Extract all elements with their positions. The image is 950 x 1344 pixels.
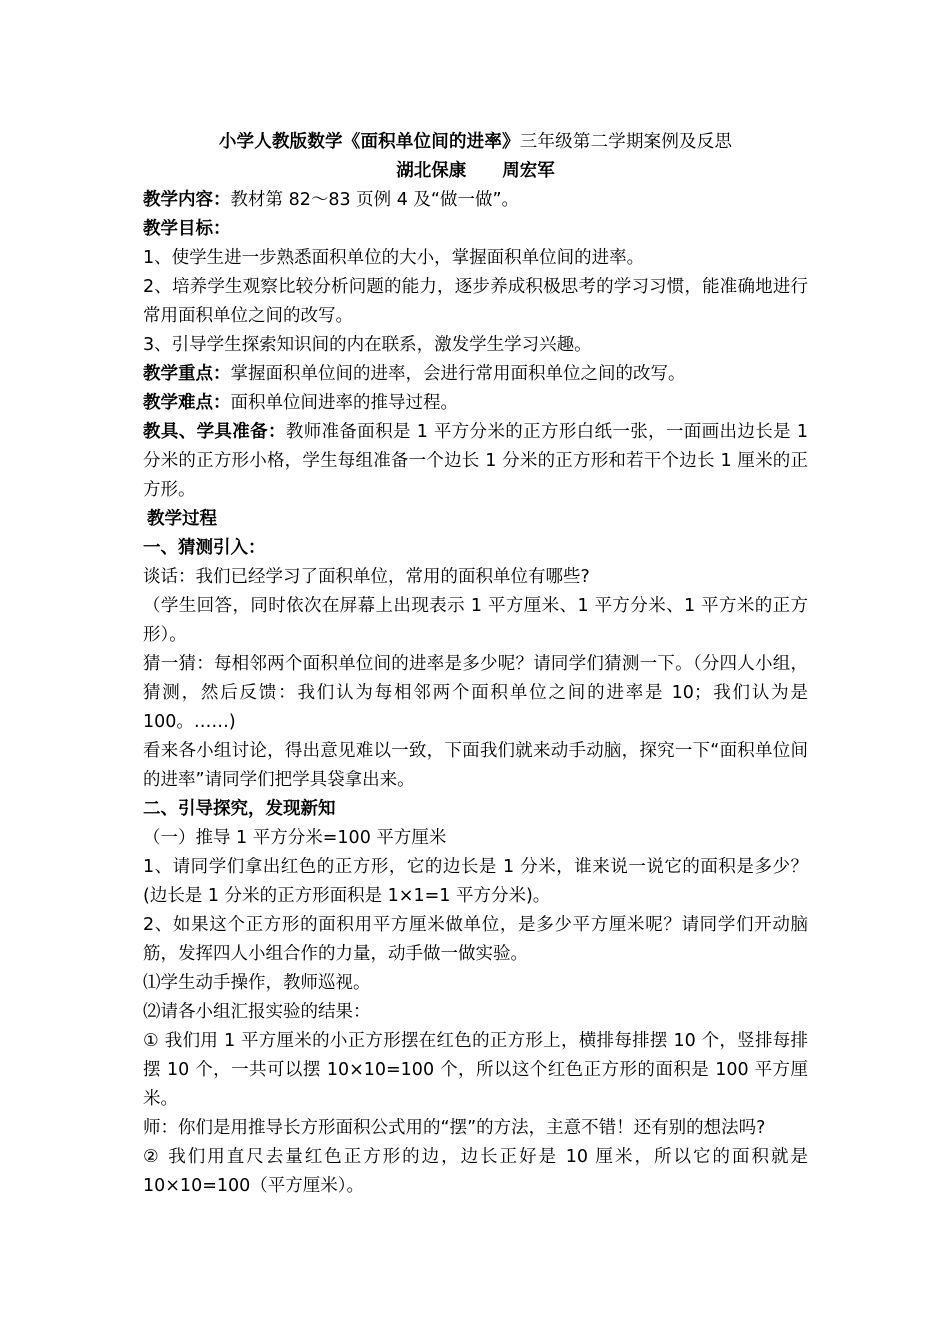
author-name: 周宏军 [502, 161, 555, 181]
tools-text: 教师准备面积是 1 平方分米的正方形白纸一张，一面画出边长是 1 分米的正方形小格，学生每组准备一个边长 1 分米的正方形和若干个边长 1 厘米的正方形。 [143, 422, 808, 500]
section2-sub-heading: （一）推导 1 平方分米=100 平方厘米 [143, 828, 447, 848]
teaching-content [143, 186, 808, 215]
document-title [143, 128, 808, 157]
goal-item: 1、使学生进一步熟悉面积单位的大小，掌握面积单位间的进率。 [143, 248, 645, 268]
section2-paragraph: 1、请同学们拿出红色的正方形，它的边长是 1 分米，谁来说一说它的面积是多少？(边长是 1 分米的正方形面积是 1×1=1 平方分米)。 [143, 857, 808, 906]
title-bold-part: 小学人教版数学《面积单位间的进率》 [218, 132, 520, 152]
section2-paragraph: ① 我们用 1 平方厘米的小正方形摆在红色的正方形上，横排每排摆 10 个，竖排每排摆 10 个，一共可以摆 10×10=100 个，所以这个红色正方形的面积是 100 平方厘米。 [143, 1031, 808, 1109]
key-point-label: 教学重点： [143, 364, 231, 384]
author-place: 湖北保康 [396, 161, 467, 181]
process-heading: 教学过程 [147, 509, 217, 529]
goal-item: 3、引导学生探索知识间的内在联系，激发学生学习兴趣。 [143, 335, 592, 355]
teaching-content-text: 教材第 82～83 页例 4 及“做一做”。 [230, 190, 520, 210]
section2-paragraph: ② 我们用直尺去量红色正方形的边，边长正好是 10 厘米，所以它的面积就是 10×10=100（平方厘米）。 [143, 1147, 808, 1196]
title-rest-part: 三年级第二学期案例及反思 [519, 132, 733, 152]
section2-heading: 二、引导探究，发现新知 [143, 799, 336, 819]
section2-paragraph: ⑴学生动手操作，教师巡视。 [143, 973, 371, 993]
section2-paragraph: ⑵请各小组汇报实验的结果： [143, 1002, 371, 1022]
difficulty-text: 面积单位间进率的推导过程。 [230, 393, 458, 413]
tools-label: 教具、学具准备： [143, 422, 286, 442]
goal-item: 2、培养学生观察比较分析问题的能力，逐步养成积极思考的学习习惯，能准确地进行常用面积单位之间的改写。 [143, 277, 808, 326]
key-point-text: 掌握面积单位间的进率，会进行常用面积单位之间的改写。 [230, 364, 686, 384]
section2-paragraph: 师：你们是用推导长方形面积公式用的“摆”的方法，主意不错！还有别的想法吗? [143, 1118, 766, 1138]
difficulty [143, 389, 808, 418]
author-line [143, 157, 808, 186]
tools-preparation [143, 418, 808, 505]
section2-paragraph: 2、如果这个正方形的面积用平方厘米做单位，是多少平方厘米呢？请同学们开动脑筋，发挥四人小组合作的力量，动手做一做实验。 [143, 915, 808, 964]
section1-heading: 一、猜测引入： [143, 538, 266, 558]
section1-paragraph: 看来各小组讨论，得出意见难以一致，下面我们就来动手动脑，探究一下“面积单位间的进率”请同学们把学具袋拿出来。 [143, 741, 808, 790]
section1-paragraph: （学生回答，同时依次在屏幕上出现表示 1 平方厘米、1 平方分米、1 平方米的正方形）。 [143, 596, 808, 645]
section1-paragraph: 猜一猜：每相邻两个面积单位间的进率是多少呢？请同学们猜测一下。（分四人小组，猜测，然后反馈：我们认为每相邻两个面积单位之间的进率是 10；我们认为是 100。……) [143, 654, 808, 732]
document-page [143, 128, 808, 1201]
difficulty-label: 教学难点： [143, 393, 231, 413]
section1-paragraph: 谈话：我们已经学习了面积单位，常用的面积单位有哪些? [143, 567, 590, 587]
teaching-goals-label: 教学目标： [143, 219, 231, 239]
teaching-content-label: 教学内容： [143, 190, 231, 210]
key-point [143, 360, 808, 389]
